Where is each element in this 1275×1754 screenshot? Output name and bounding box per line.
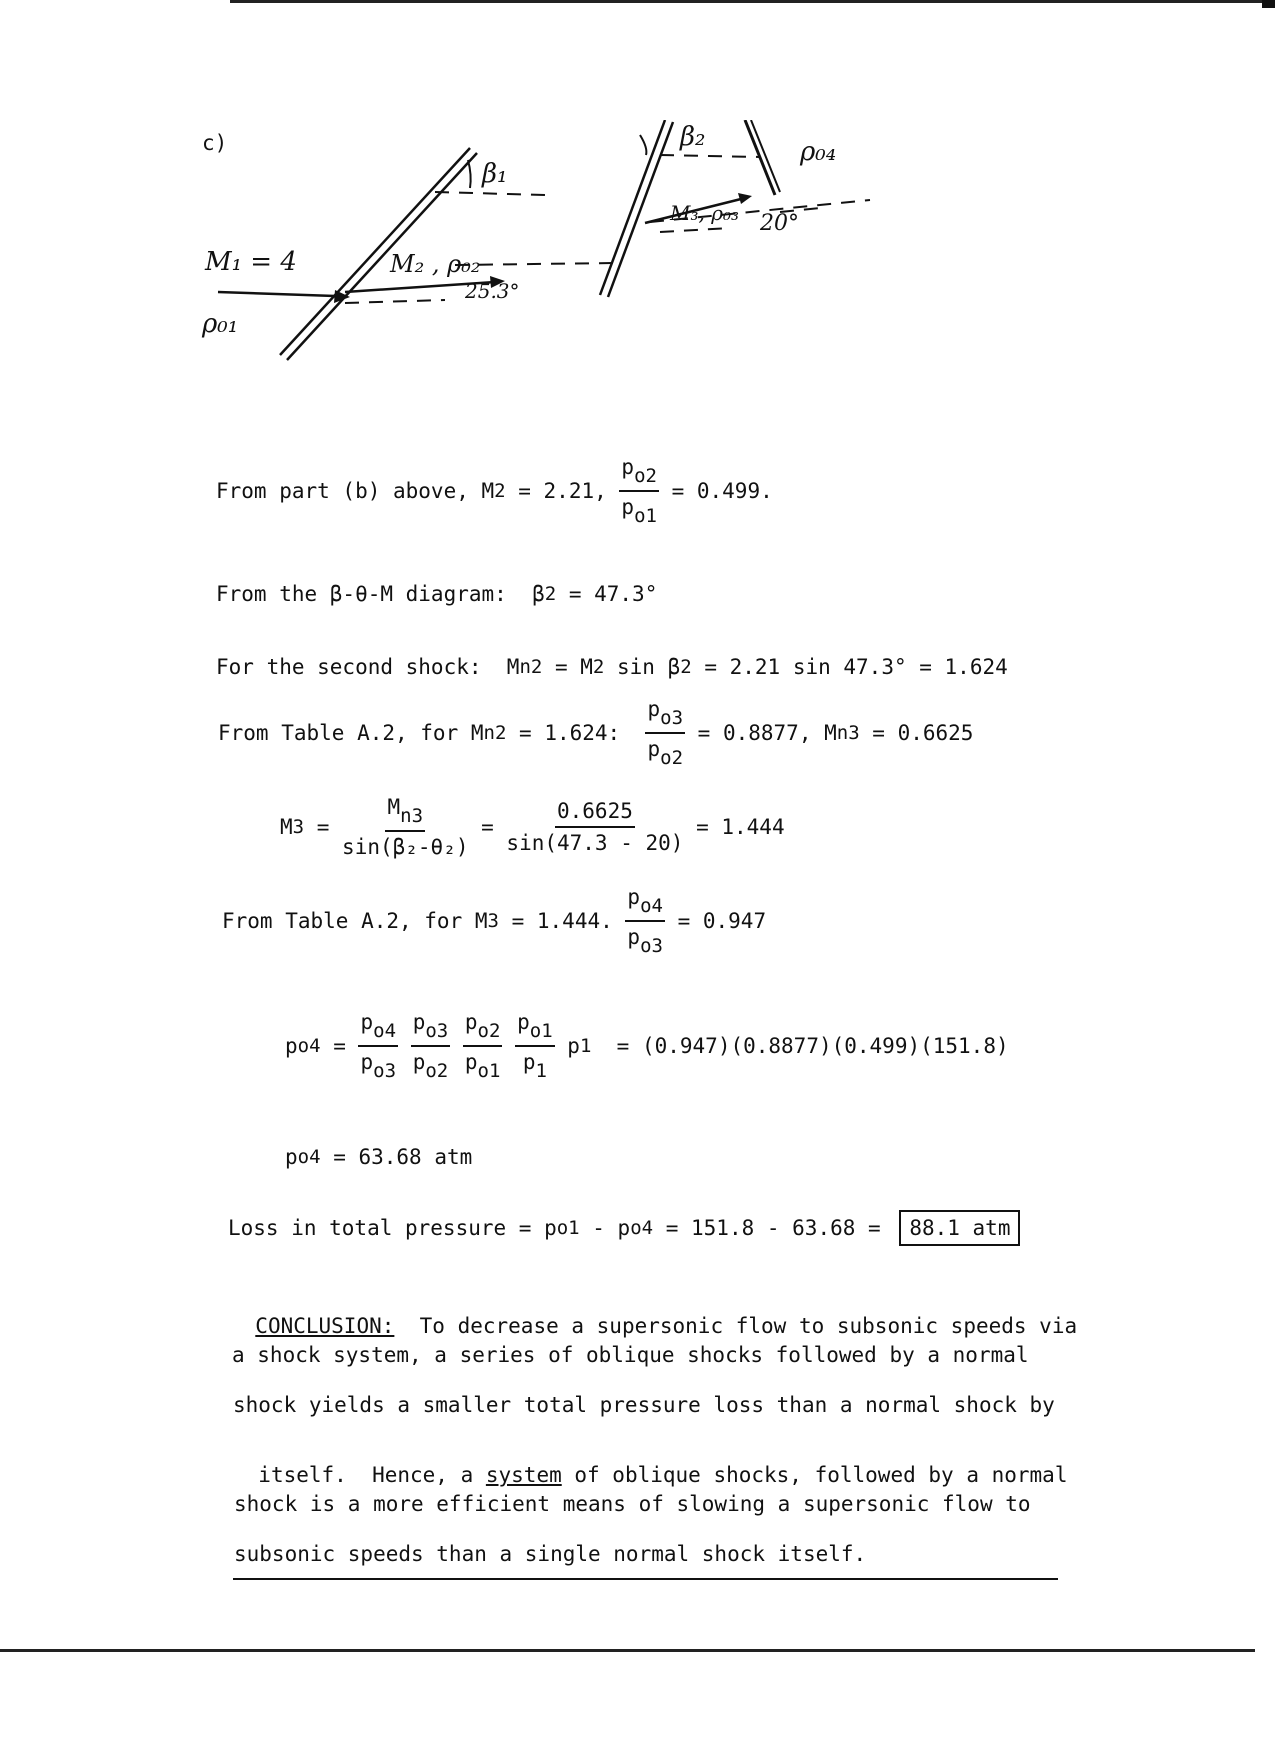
line-po4-chain: p o4 = $\frac{p_{o4}}{p_{o3}}$ $\frac{p_{o3}}{p_{o2}}$ $\frac{p_{o2}}{p_{o1}}$ $\frac{p_{o1}}{p_1}$ p 1 = (0.947)(0.8877)(0.499)(151.8) <box>285 1010 1009 1082</box>
fraction-mn3-sin: $\frac{M_{n3}}{\text{sin(β₂-θ₂)}}$ <box>342 795 469 859</box>
fraction-chain-3: $\frac{p_{o2}}{p_{o1}}$ <box>464 1010 501 1082</box>
line-beta-theta-m: From the β-θ-M diagram: β 2 = 47.3° <box>216 582 658 606</box>
top-edge-line <box>230 0 1270 3</box>
label-beta1: β₁ <box>482 159 508 189</box>
line-table-a2-m3: From Table A.2, for M 3 = 1.444. $\frac{p_{o4}}{p_{o3}}$ = 0.947 <box>222 885 767 957</box>
line-loss-total-pressure: Loss in total pressure = p o1 - p o4 = 151.8 - 63.68 = 88.1 atm <box>228 1210 1020 1246</box>
conclusion-label: CONCLUSION: <box>255 1314 395 1338</box>
label-p04: ρ₀₄ <box>800 137 837 167</box>
conclusion-line-3: shock yields a smaller total pressure loss than a normal shock by <box>233 1393 1055 1417</box>
label-m1: M₁ = 4 <box>205 247 297 277</box>
label-m3-p03: M₃, ρ₀₃ <box>670 201 740 225</box>
fraction-po4-po3: $\frac{p_{o4}}{p_{o3}}$ <box>627 885 663 957</box>
label-angle1: 25.3° <box>465 279 520 303</box>
label-angle2: 20° <box>760 211 799 236</box>
conclusion-line-1: CONCLUSION: To decrease a supersonic flow to subsonic speeds via <box>255 1314 1078 1338</box>
label-beta2: β₂ <box>680 122 706 152</box>
line-table-a2-mn2: From Table A.2, for M n2 = 1.624: $\frac{p_{o3}}{p_{o2}}$ = 0.8877, M n3 = 0.6625 <box>218 697 974 769</box>
line-second-shock: For the second shock: M n2 = M 2 sin β 2 = 2.21 sin 47.3° = 1.624 <box>216 655 1008 679</box>
line-part-b: From part (b) above, M 2 = 2.21, $\frac{p_{o2}}{p_{o1}}$ = 0.499. <box>216 455 773 527</box>
shock-diagram <box>200 120 960 370</box>
fraction-numeric-sin: $\frac{0.6625}{\sin(47.3 - 20)}$ <box>506 799 684 855</box>
part-label: c) <box>202 131 228 155</box>
fraction-po3-po2: $\frac{p_{o3}}{p_{o2}}$ <box>647 697 684 769</box>
conclusion-underline <box>233 1578 1058 1580</box>
fraction-po2-po1: $\frac{p_{o2}}{p_{o1}}$ <box>621 455 657 527</box>
line-po4-result: p o4 = 63.68 atm <box>285 1145 473 1169</box>
fraction-chain-2: $\frac{p_{o3}}{p_{o2}}$ <box>412 1010 449 1082</box>
conclusion-line-4: itself. Hence, a system of oblique shocks, followed by a normal <box>258 1463 1068 1487</box>
conclusion-line-6: subsonic speeds than a single normal shock itself. <box>234 1542 867 1566</box>
emphasis-system: system <box>485 1463 562 1487</box>
fraction-chain-4: $\frac{p_{o1}}{p_1}$ <box>517 1010 553 1082</box>
fraction-chain-1: $\frac{p_{o4}}{p_{o3}}$ <box>360 1010 397 1082</box>
line-m3-equation: M 3 = $\frac{M_{n3}}{\text{sin(β₂-θ₂)}}$ = $\frac{0.6625}{\sin(47.3 - 20)}$ = 1.444 <box>280 795 785 859</box>
bottom-edge-line <box>0 1649 1255 1652</box>
conclusion-line-5: shock is a more efficient means of slowing a supersonic flow to <box>234 1492 1031 1516</box>
boxed-answer: 88.1 atm <box>899 1210 1020 1246</box>
label-p01: ρ₀₁ <box>202 309 239 339</box>
conclusion-line-2: a shock system, a series of oblique shocks followed by a normal <box>232 1343 1029 1367</box>
label-m2-p02: M₂ , ρ₀₂ <box>390 250 481 278</box>
top-right-mark <box>1262 0 1275 8</box>
